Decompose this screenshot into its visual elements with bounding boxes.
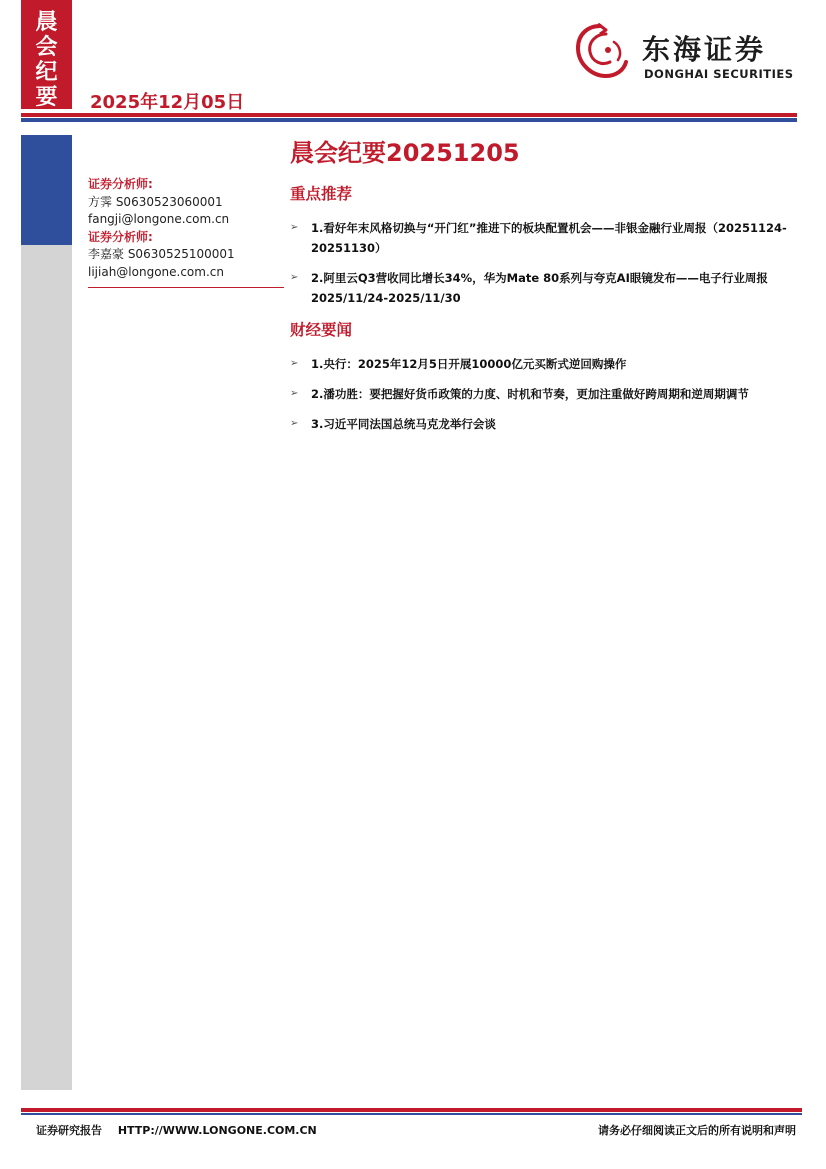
dragon-logo-icon <box>570 20 632 86</box>
list-item-text: 3.习近平同法国总统马克龙举行会谈 <box>311 417 496 431</box>
list-item[interactable] <box>290 354 800 374</box>
analyst-role: 证券分析师: <box>88 177 153 191</box>
header-rule-red <box>21 113 797 117</box>
footer-disclaimer: 请务必仔细阅读正文后的所有说明和声明 <box>598 1124 796 1137</box>
header-rule-blue <box>21 118 797 122</box>
list-item-text: 2.潘功胜：要把握好货币政策的力度、时机和节奏，更加注重做好跨周期和逆周期调节 <box>311 387 749 401</box>
list-item-text: 1.央行：2025年12月5日开展10000亿元买断式逆回购操作 <box>311 357 627 371</box>
analyst-name-code: 方霁 S0630523060001 <box>88 194 223 209</box>
arrow-bullet-icon: ➢ <box>290 418 299 429</box>
sidebar-blue-block <box>21 135 72 245</box>
analyst-divider <box>88 287 284 288</box>
section-heading-news: 财经要闻 <box>290 321 353 339</box>
analyst-panel <box>88 176 284 288</box>
footer-rule-blue <box>21 1113 802 1115</box>
footer-report-label: 证券研究报告 <box>36 1124 102 1137</box>
analyst-email[interactable]: fangji@longone.com.cn <box>88 212 230 226</box>
list-item-text: 2.阿里云Q3营收同比增长34%，华为Mate 80系列与夸克AI眼镜发布——电子行业周报2025/11/24-2025/11/30 <box>311 271 768 305</box>
arrow-bullet-icon: ➢ <box>290 388 299 399</box>
report-date: 2025年12月05日 <box>90 92 245 113</box>
arrow-bullet-icon: ➢ <box>290 358 299 369</box>
logo-english-name: DONGHAI SECURITIES <box>644 67 794 81</box>
analyst-role: 证券分析师: <box>88 229 153 244</box>
report-title: 晨会纪要20251205 <box>290 139 520 167</box>
sidebar-gray-block <box>21 245 72 1090</box>
logo-chinese-name: 东海证券 <box>642 33 767 66</box>
footer-url-link[interactable]: HTTP://WWW.LONGONE.COM.CN <box>117 1124 317 1137</box>
side-tab-label: 晨 会 纪 要 <box>35 10 58 110</box>
footer-rule-red <box>21 1108 802 1112</box>
analyst-email[interactable]: lijiah@longone.com.cn <box>88 264 224 279</box>
list-item[interactable] <box>290 384 800 404</box>
list-item[interactable] <box>290 218 800 258</box>
arrow-bullet-icon: ➢ <box>290 222 299 233</box>
company-logo <box>570 20 800 90</box>
list-item[interactable] <box>290 268 800 308</box>
section-heading-recommend: 重点推荐 <box>290 185 353 203</box>
list-item-text: 1.看好年末风格切换与“开门红”推进下的板块配置机会——非银金融行业周报（20251124-20251130） <box>311 221 787 255</box>
side-tab <box>21 0 72 109</box>
list-item[interactable] <box>290 414 800 434</box>
footer-left <box>36 1122 317 1138</box>
analyst-name-code: 李嘉豪 S0630525100001 <box>88 247 235 261</box>
arrow-bullet-icon: ➢ <box>290 272 299 283</box>
